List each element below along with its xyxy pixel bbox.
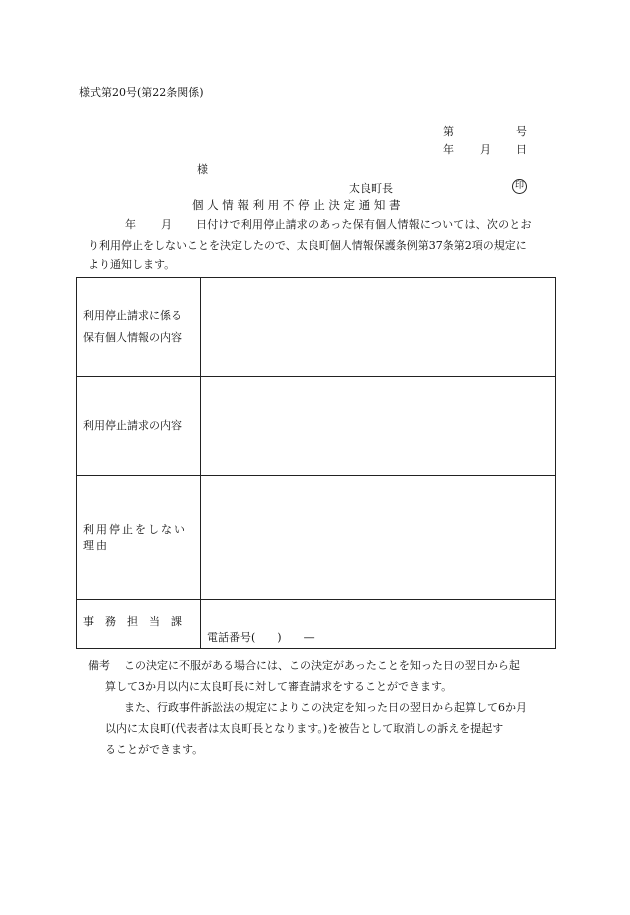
document-title: 個 人 情 報 利 用 不 停 止 決 定 通 知 書 — [192, 198, 401, 212]
notice-table — [76, 277, 556, 649]
body-text-line-3: より通知します。 — [88, 258, 176, 271]
row-label-line: 理由 — [83, 538, 109, 552]
body-text-line-1: 日付けで利用停止請求のあった保有個人情報については、次のとお — [196, 218, 532, 231]
row-value-personal-info[interactable] — [201, 278, 556, 377]
remarks-label: 備考 — [88, 659, 110, 672]
row-value-reason[interactable] — [201, 476, 556, 600]
date-day-label: 日 — [516, 143, 527, 156]
row-label-line: 利用停止請求に係る — [83, 309, 182, 322]
table-row — [77, 278, 556, 377]
addressee-suffix: 様 — [197, 163, 208, 176]
table-row — [77, 476, 556, 600]
document-number-suffix: 号 — [516, 125, 527, 138]
form-number: 様式第20号(第22条関係) — [79, 86, 204, 99]
remarks-item-2-line-3: ることができます。 — [105, 743, 204, 756]
date-year-label: 年 — [443, 143, 454, 156]
document-number-prefix: 第 — [443, 125, 454, 138]
seal-mark: 印 — [512, 179, 527, 194]
row-label-line: 利用停止請求の内容 — [83, 419, 182, 432]
row-label-personal-info — [77, 278, 201, 377]
body-text-line-2: り利用停止をしないことを決定したので、太良町個人情報保護条例第37条第2項の規定に — [88, 239, 527, 252]
body-year-label: 年 — [125, 218, 136, 231]
row-value-request-content[interactable] — [201, 377, 556, 476]
table-row — [77, 377, 556, 476]
row-label-line: 保有個人情報の内容 — [83, 331, 182, 344]
remarks-item-1-line-2: 算して3か月以内に太良町長に対して審査請求をすることができます。 — [105, 680, 453, 693]
row-label-department — [77, 600, 201, 649]
phone-number-field: 電話番号( ) — — [207, 631, 315, 644]
row-label-line: 利用停止をしない — [83, 522, 187, 536]
remarks-item-2-line-2: 以内に太良町(代表者は太良町長となります。)を被告として取消しの訴えを提起す — [105, 722, 504, 735]
date-month-label: 月 — [480, 143, 491, 156]
body-month-label: 月 — [161, 218, 172, 231]
issuer-name: 太良町長 — [349, 182, 393, 195]
row-label-request-content — [77, 377, 201, 476]
remarks-item-1-line-1: この決定に不服がある場合には、この決定があったことを知った日の翌日から起 — [124, 659, 520, 672]
row-label-line: 事 務 担 当 課 — [83, 615, 182, 628]
row-value-department[interactable] — [201, 600, 556, 649]
official-seal — [512, 178, 527, 194]
row-label-reason — [77, 476, 201, 600]
table-row — [77, 600, 556, 649]
remarks-item-2-line-1: また、行政事件訴訟法の規定によりこの決定を知った日の翌日から起算して6か月 — [124, 701, 527, 714]
